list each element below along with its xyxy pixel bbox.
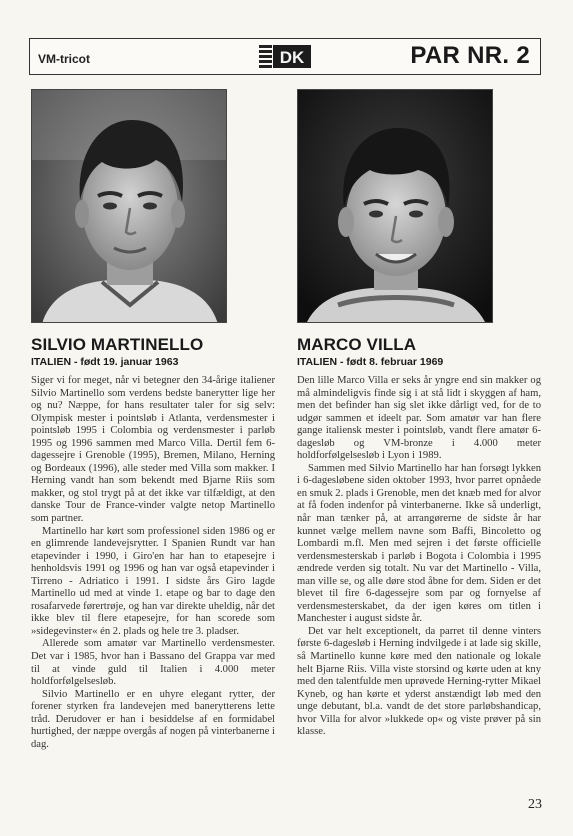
martinello-portrait [31, 89, 227, 323]
svg-text:DK: DK [279, 48, 305, 67]
paragraph: Den lille Marco Villa er seks år yngre end sin makker og må almindeligvis finde sig i at stå lidt i skyggen af ham, men det befinder han sig slet ikke dårligt ved, for de to udgør sammen et ideelt par. Som amatør var han flere gange italiensk mester i pointsløb, vandt flere amatør 6-dagesløb og VM-bronze i 4.000 meter holdforfølgelsesløb i Lyon i 1989. [297, 375, 541, 462]
villa-article [297, 335, 541, 739]
dk-logo [258, 42, 312, 71]
paragraph: Allerede som amatør var Martinello verdensmester. Det var i 1985, hvor han i Bassano del Grappa var med til at vinde guld til Italien i 4.000 meter holdforfølgelsesløb. [31, 638, 275, 688]
article-body [297, 375, 541, 739]
article-body [31, 375, 275, 751]
rider-name: MARCO VILLA [297, 335, 417, 354]
page-header [29, 38, 541, 75]
page-title: PAR NR. 2 [410, 42, 530, 69]
paragraph: Siger vi for meget, når vi betegner den 34-årige italiener Silvio Martinello som verdens bedste banerytter lige her og nu? Næppe, for hans resultater taler for sig selv: Olympisk mester i pointsløb i Atlanta, verdensmester i pointsløb 1995 i Colombia og verdensmester i parløb 1995 og 1996 sammen med Marco Villa. Dertil fem 6-dagessejre i Grenoble (1995), Bremen, Milano, Herning og Bordeaux (1996), alle steder med Villa som makker. I Herning vandt han som bekendt med Bjarne Riis som makker, og stol trygt på at det ikke var tilfældigt, at den danske Tour de France-vinder valgte netop Martinello som partner. [31, 375, 275, 525]
paragraph: Silvio Martinello er en uhyre elegant rytter, der forener styrken fra landevejen med banerytterens lette tråd. Derudover er han i besiddelse af en formidabel hurtighed, der næppe overgås af nogen på vinterbanerne i dag. [31, 688, 275, 750]
rider-subtitle: ITALIEN - født 8. februar 1969 [297, 356, 444, 368]
section-label: VM-tricot [38, 52, 90, 66]
martinello-article [31, 335, 275, 751]
paragraph: Det var helt exceptionelt, da parret til denne vinters første 6-dagesløb i Herning indvilgede i at lade sig skille, så Martinello kunne køre med den nationale og lokale helt Bjarne Riis. Villa viste storsind og kørte uden at kny med den talentfulde men uprøvede Herning-rytter Mikael Kyneb, og han kørte et yderst anstændigt løb med den unge debutant, bl.a. vandt de det store parløbshandicap, hvor Villa for alvor »lukkede op« og viste prøver på sin klasse. [297, 625, 541, 738]
paragraph: Sammen med Silvio Martinello har han forsøgt lykken i 6-dagesløbene siden oktober 1993, hvor parret opnåede en smuk 2. plads i Grenoble, men det knæb med for alvor at få foden indenfor på vinterbanerne. Ikke så underligt, når man tænker på, at arrangørerne de sidste år har kunnet vælge mellem navne som Baffi, Bincoletto og Lombardi m.fl. Men med sejren i det første officielle verdensmesterskab i parløb i Bogota i Colombia i 1995 ændrede verden sig totalt. Nu var det Martinello - Villa, man ville se, og alle døre stod åbne for dem. Siden er det blevet til fire 6-dagessejre som par og fornyelse af verdensmesterskabet, da der igen køres om titlen i Manchester i august sidste år. [297, 462, 541, 625]
villa-portrait [297, 89, 493, 323]
rider-subtitle: ITALIEN - født 19. januar 1963 [31, 356, 179, 368]
page-number: 23 [528, 797, 542, 812]
rider-name: SILVIO MARTINELLO [31, 335, 204, 354]
paragraph: Martinello har kørt som professionel siden 1986 og er en glimrende landevejsrytter. I Spanien Rundt var han etapevinder i 1990, i Giro'en har han to etapesejre i henholdsvis 1991 og 1996 og han var også etapevinder i Tirreno - Adriatico i 1991. I sidste års Giro lagde Martinello ud med at vinde 1. etape og bar to dage den rosafarvede førertrøje, og han var direkte uheldig, når det ikke blev til flere etapesejre, for han scorede som »sidegevinster« én 2. plads og hele tre 3. pladser. [31, 525, 275, 637]
